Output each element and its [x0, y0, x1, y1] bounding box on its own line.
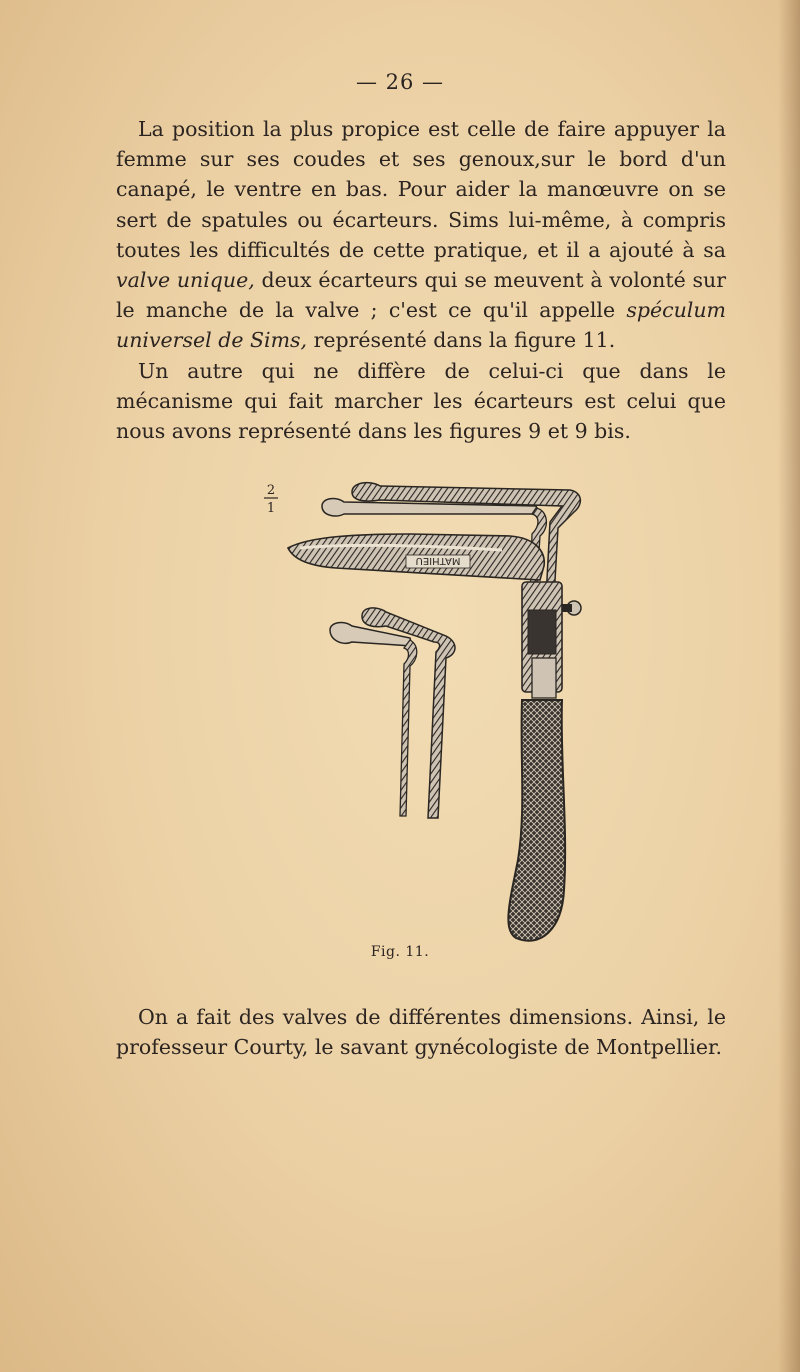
paragraph-3: On a fait des valves de différentes dimensions. Ainsi, le professeur Courty, le savant gynécologiste de Montpellier.	[116, 1005, 726, 1060]
maker-mark: MATHIEU	[415, 555, 461, 566]
paragraph-1	[116, 114, 726, 356]
paragraph-1-part-a: La position la plus propice est celle de faire appuyer la femme sur ses coudes et ses genoux,sur le bord d'un canapé, le ventre en bas. Pour aider la manœuvre on se sert de spatules ou écarteurs. Sims lui-même, à compris toutes les difficultés de cette pratique, et il a ajouté à sa	[116, 117, 726, 262]
scale-denominator: 1	[266, 501, 276, 516]
page-number: — 26 —	[355, 70, 445, 94]
emphasis-valve-unique: valve unique,	[116, 268, 255, 293]
detached-retractor	[330, 608, 455, 818]
lower-text-block	[116, 1002, 726, 1062]
upper-text-block	[116, 114, 726, 446]
paragraph-2: Un autre qui ne diffère de celui-ci que dans le mécanisme qui fait marcher les écarteurs est celui que nous avons représenté dans les figures 9 et 9 bis.	[116, 358, 726, 444]
emphasis-speculum-universel: spéculum universel de Sims,	[116, 298, 726, 353]
main-valve-blade	[288, 534, 544, 580]
figure-11-illustration	[240, 470, 600, 950]
speculum-engraving	[240, 470, 600, 950]
scale-numerator: 2	[266, 483, 276, 498]
knurled-handle	[508, 700, 565, 941]
page-edge-shadow	[778, 0, 800, 1372]
paragraph-1-part-b: deux écarteurs qui se meuvent à volonté sur le manche de la valve ; c'est ce qu'il appelle	[116, 268, 727, 323]
figure-caption: Fig. 11.	[370, 944, 430, 960]
sliding-mechanism	[522, 582, 581, 698]
paragraph-1-part-c: représenté dans la figure 11.	[307, 328, 616, 353]
